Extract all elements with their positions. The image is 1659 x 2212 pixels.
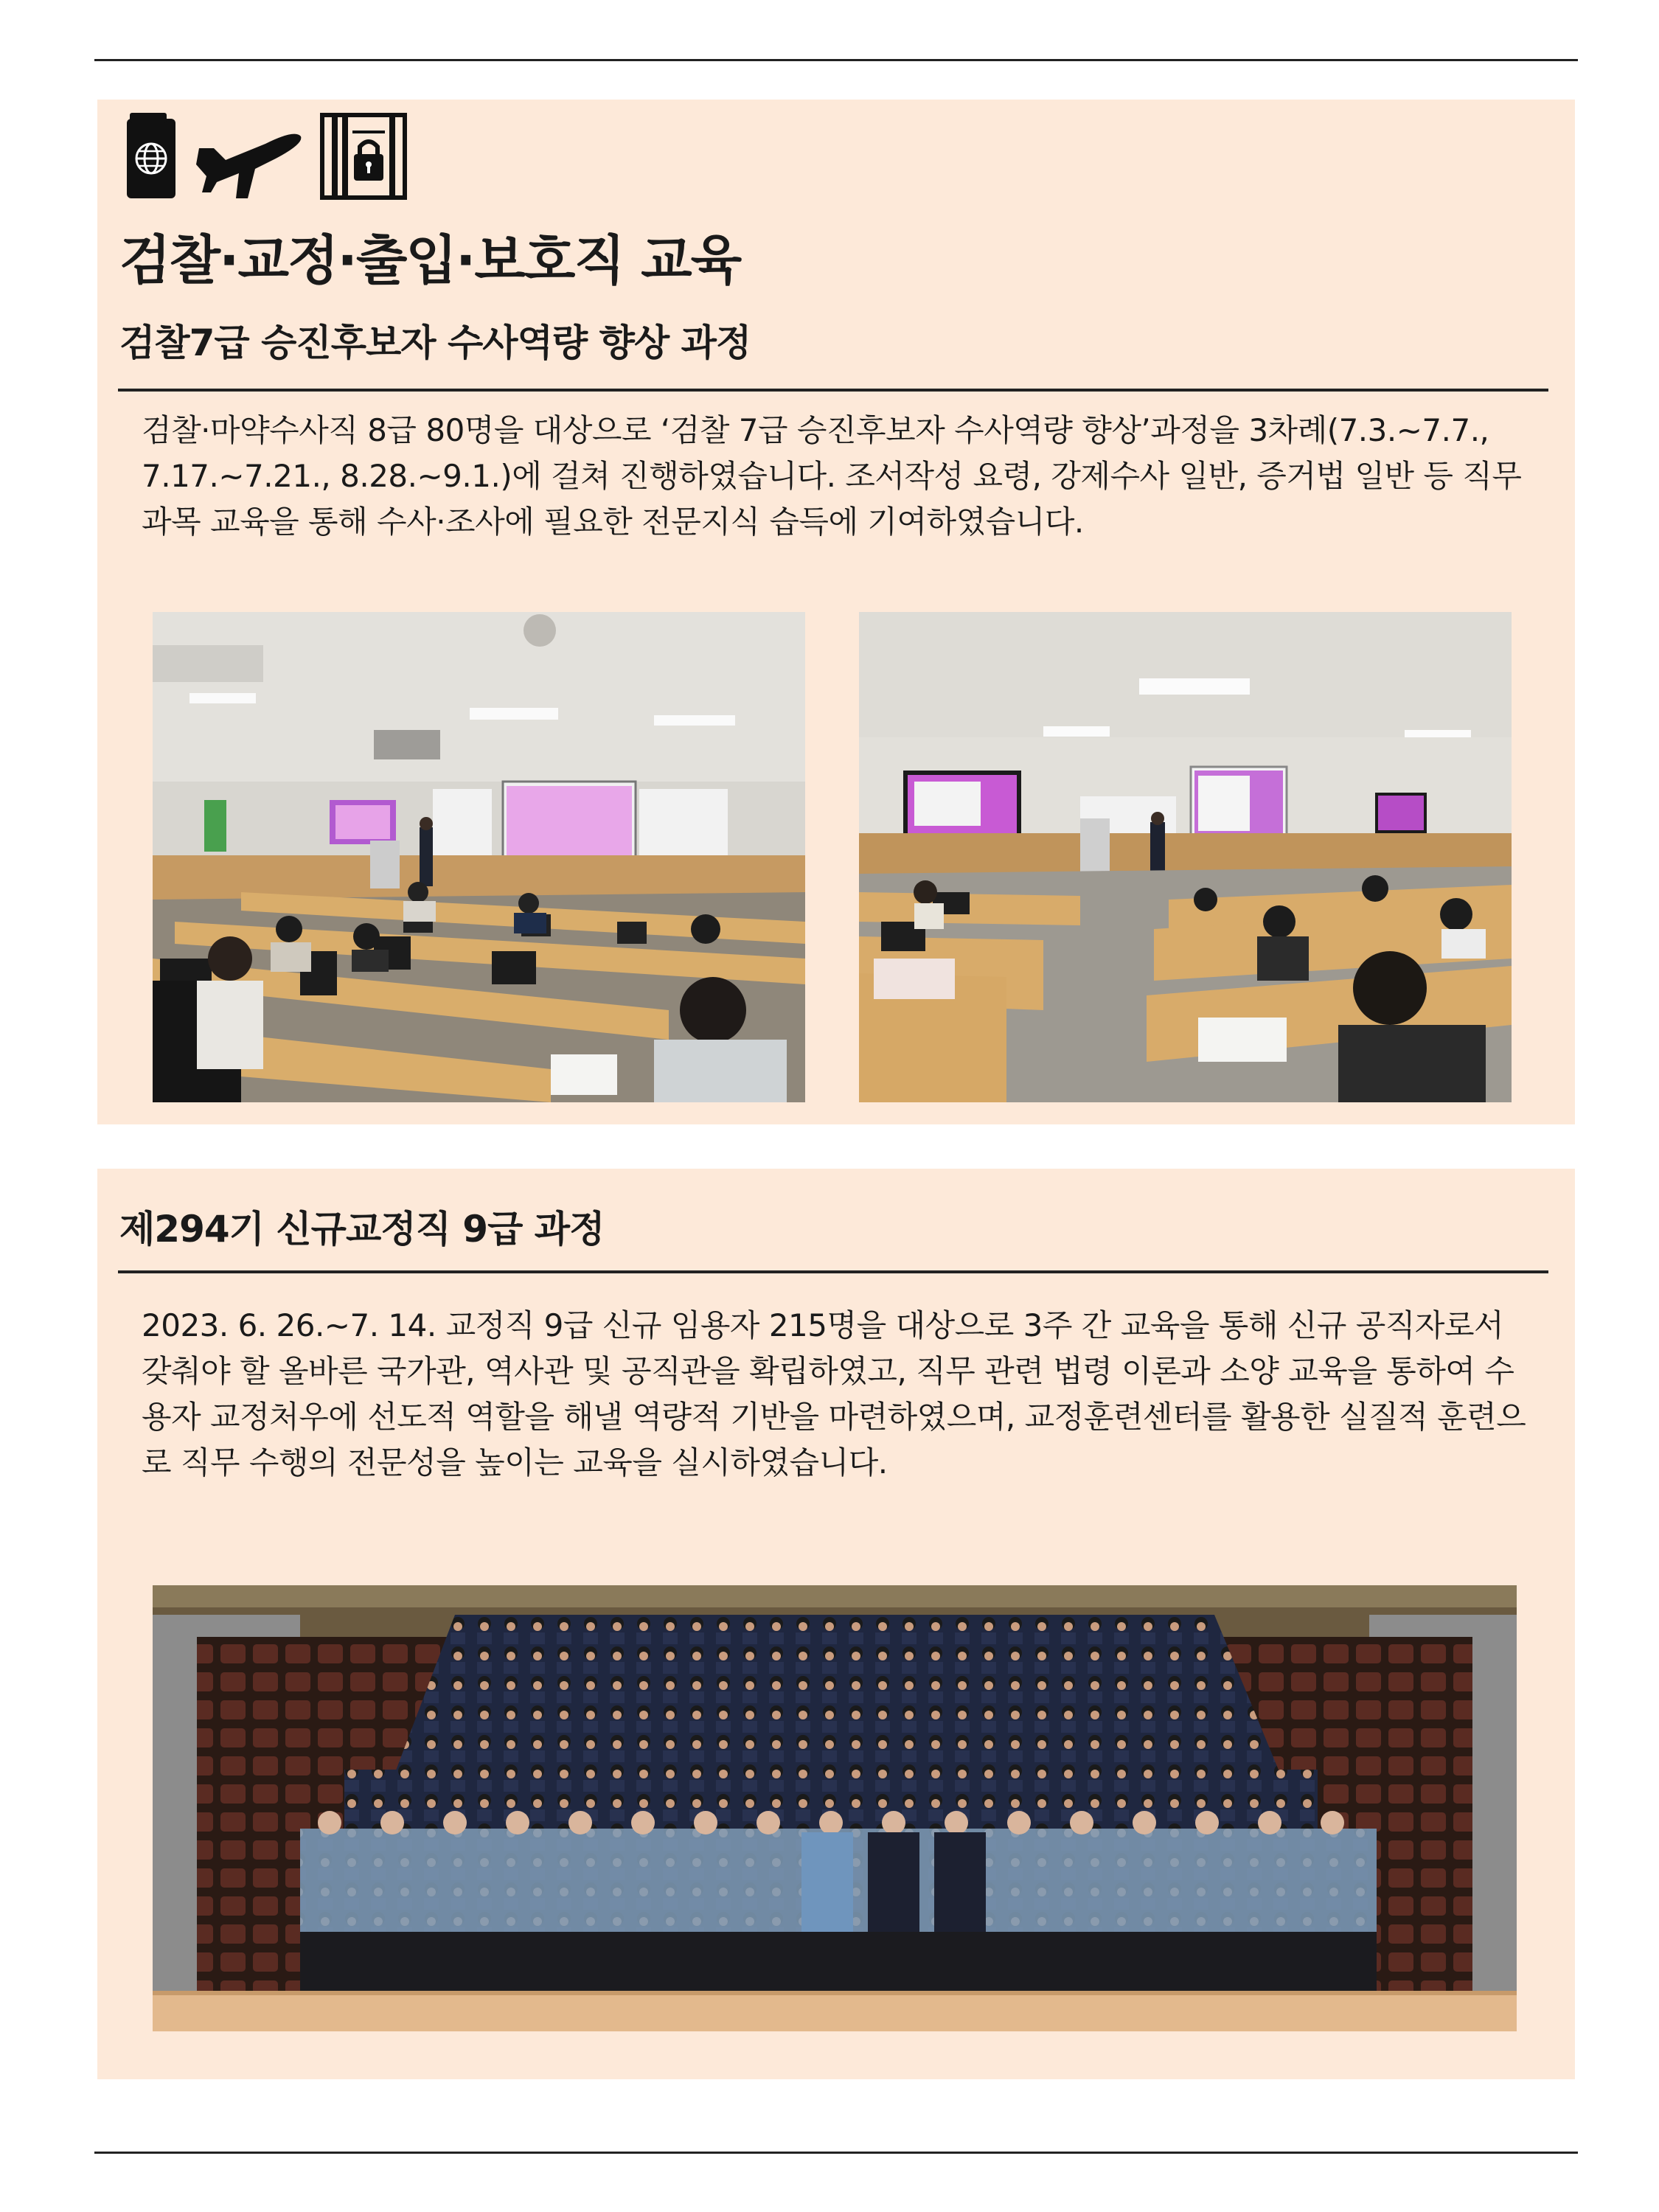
section-icons xyxy=(125,113,407,200)
group-photo xyxy=(153,1585,1517,2031)
page-top-rule xyxy=(94,59,1578,61)
section-title: 검찰·교정·출입·보호직 교육 xyxy=(119,229,741,291)
course-title: 검찰7급 승진후보자 수사역량 향상 과정 xyxy=(119,321,751,364)
page-bottom-rule xyxy=(94,2152,1578,2154)
title-divider xyxy=(118,389,1548,392)
course-description: 검찰·마약수사직 8급 80명을 대상으로 ‘검찰 7급 승진후보자 수사역량 향상’과정을 3차례(7.3.~7.7., 7.17.~7.21., 8.28.~9.1.)에 걸쳐 진행하였습니다. 조서작성 요령, 강제수사 일반, 증거법 일반 등 직무과목 교육을 통해 수사·조사에 필요한 전문지식 습득에 기여하였습니다. xyxy=(142,412,1522,540)
course-title: 제294기 신규교정직 9급 과정 xyxy=(119,1208,605,1251)
classroom-photo-front xyxy=(153,612,805,1102)
section-panel-correction xyxy=(97,1169,1575,2079)
prison-lock-icon xyxy=(320,113,407,200)
classroom-photo-side xyxy=(859,612,1512,1102)
airplane-icon xyxy=(193,119,304,200)
course-description: 2023. 6. 26.~7. 14. 교정직 9급 신규 임용자 215명을 대상으로 3주 간 교육을 통해 신규 공직자로서 갖춰야 할 올바른 국가관, 역사관 및 공직관을 확립하였고, 직무 관련 법령 이론과 소양 교육을 통하여 수용자 교정처우에 선도적 역할을 해낼 역량적 기반을 마련하였으며, 교정훈련센터를 활용한 실질적 훈련으로 직무 수행의 전문성을 높이는 교육을 실시하였습니다. xyxy=(142,1307,1526,1481)
passport-icon xyxy=(125,113,177,200)
section-panel-prosecution xyxy=(97,100,1575,1124)
title-divider xyxy=(118,1270,1548,1273)
